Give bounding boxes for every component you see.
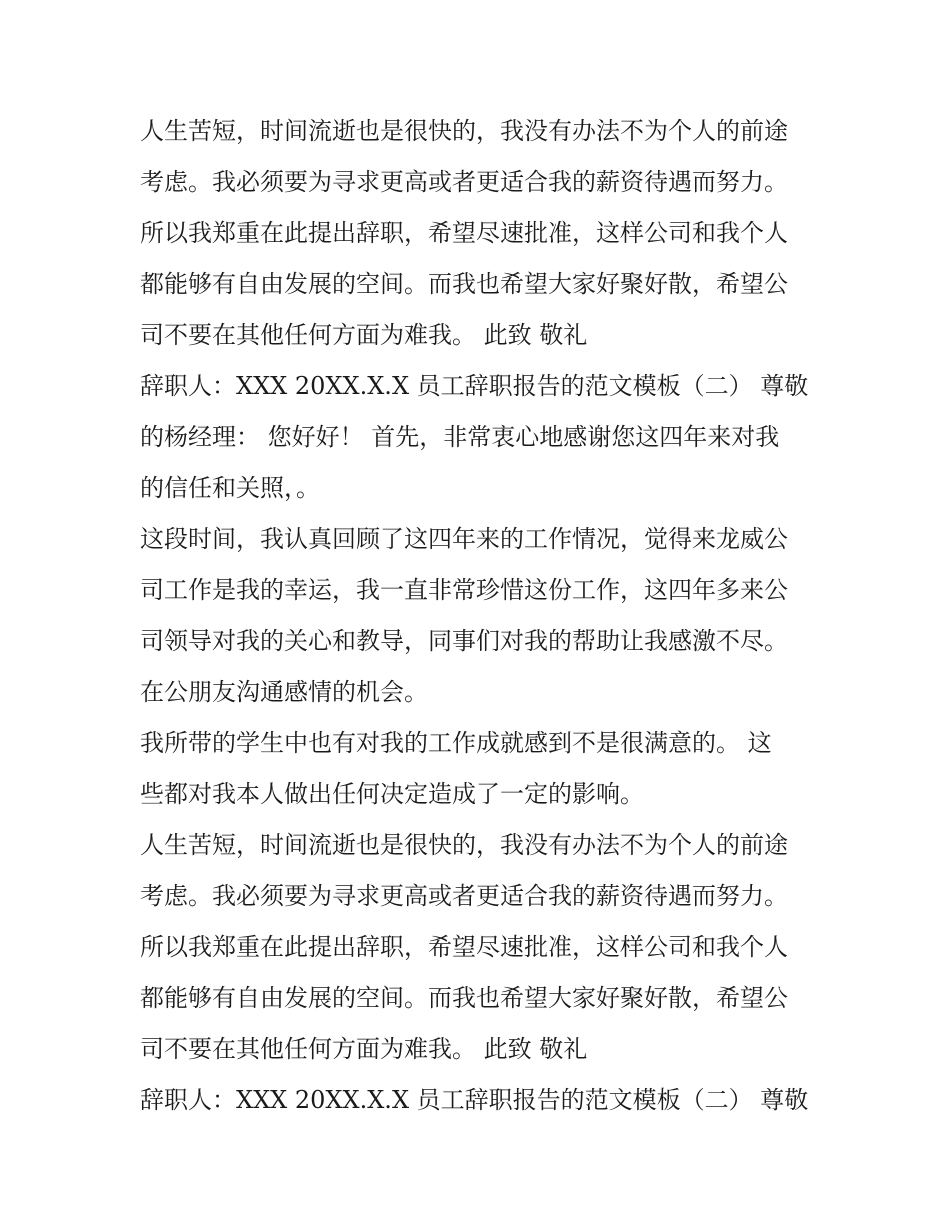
text-line: 在公朋友沟通感情的机会。 bbox=[140, 678, 428, 706]
text-line: 的杨经理： 您好好！ 首先，非常衷心地感谢您这四年来对我 bbox=[140, 423, 780, 451]
text-line: 这段时间，我认真回顾了这四年来的工作情况，觉得来龙威公 bbox=[140, 525, 788, 553]
text-line: 人生苦短，时间流逝也是很快的，我没有办法不为个人的前途 bbox=[140, 117, 788, 145]
text-line: 的信任和关照，。 bbox=[140, 474, 320, 502]
document-body bbox=[140, 106, 820, 1126]
text-line: 考虑。我必须要为寻求更高或者更适合我的薪资待遇而努力。 bbox=[140, 882, 788, 910]
text-line: 司不要在其他任何方面为难我。 此致 敬礼 bbox=[140, 1035, 588, 1063]
text-line: 司不要在其他任何方面为难我。 此致 敬礼 bbox=[140, 321, 588, 349]
text-line: 辞职人：XXX 20XX.X.X 员工辞职报告的范文模板（二） 尊敬 bbox=[140, 372, 809, 400]
text-line: 考虑。我必须要为寻求更高或者更适合我的薪资待遇而努力。 bbox=[140, 168, 788, 196]
text-line: 我所带的学生中也有对我的工作成就感到不是很满意的。 这 bbox=[140, 729, 772, 757]
text-line: 所以我郑重在此提出辞职，希望尽速批准，这样公司和我个人 bbox=[140, 219, 788, 247]
text-line: 些都对我本人做出任何决定造成了一定的影响。 bbox=[140, 780, 644, 808]
text-line: 都能够有自由发展的空间。而我也希望大家好聚好散，希望公 bbox=[140, 270, 788, 298]
text-line: 辞职人：XXX 20XX.X.X 员工辞职报告的范文模板（二） 尊敬 bbox=[140, 1086, 809, 1114]
text-line: 司工作是我的幸运，我一直非常珍惜这份工作，这四年多来公 bbox=[140, 576, 788, 604]
text-line: 都能够有自由发展的空间。而我也希望大家好聚好散，希望公 bbox=[140, 984, 788, 1012]
text-line: 所以我郑重在此提出辞职，希望尽速批准，这样公司和我个人 bbox=[140, 933, 788, 961]
text-line: 司领导对我的关心和教导，同事们对我的帮助让我感激不尽。 bbox=[140, 627, 788, 655]
text-line: 人生苦短，时间流逝也是很快的，我没有办法不为个人的前途 bbox=[140, 831, 788, 859]
